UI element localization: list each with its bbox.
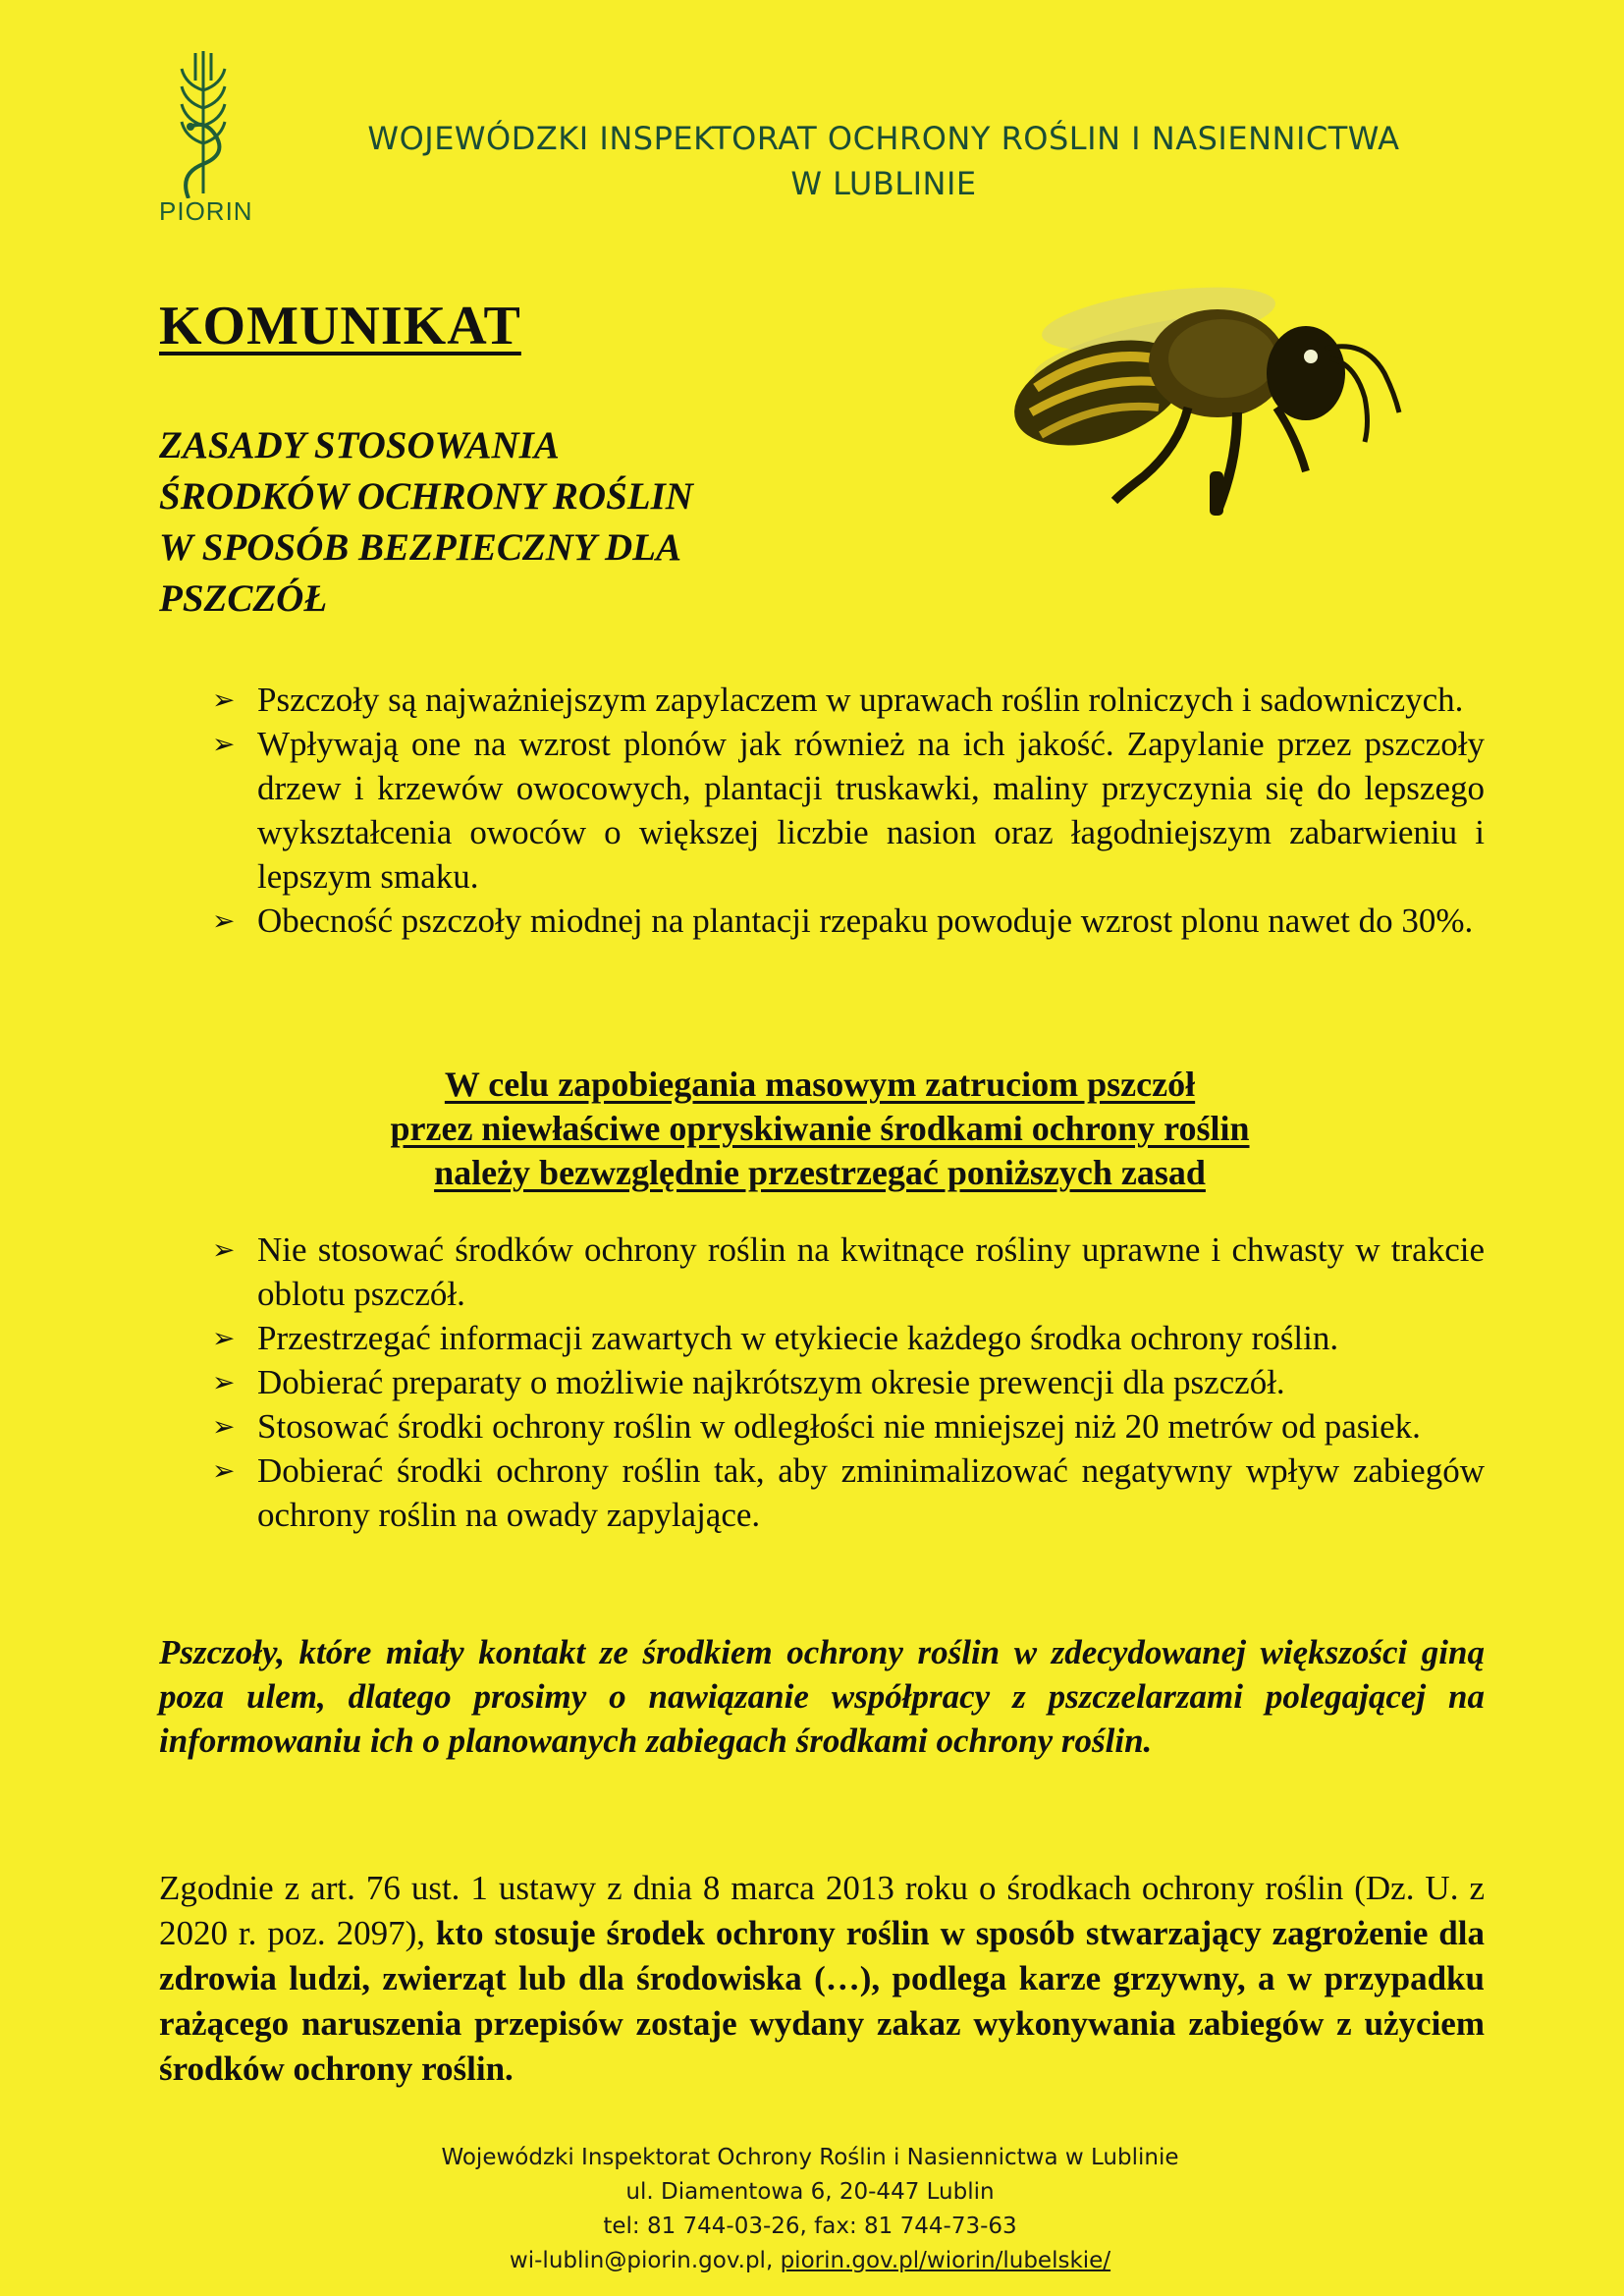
list-item-text: Pszczoły są najważniejszym zapylaczem w uprawach roślin rolniczych i sadowniczych. [257, 681, 1464, 719]
list-item [159, 1316, 1485, 1360]
list-item-text: Dobierać preparaty o możliwie najkrótszym okresie prewencji dla pszczół. [257, 1363, 1285, 1401]
cooperation-paragraph: Pszczoły, które miały kontakt ze środkiem ochrony roślin w zdecydowanej większości giną poza ulem, dlatego prosimy o nawiązanie współpracy z pszczelarzami polegającej na informowaniu ich o planowanych zabiegach środkami ochrony roślin. [159, 1633, 1485, 1760]
law-paragraph [159, 1866, 1485, 2092]
arrowhead-bullet-icon: ➢ [212, 1410, 236, 1443]
org-name-line2: W LUBLINIE [790, 165, 977, 202]
piorin-logo [149, 51, 257, 238]
list-item [159, 899, 1485, 943]
bee-icon [992, 280, 1443, 535]
rules-bullet-list [159, 1228, 1485, 1537]
warning-line: należy bezwzględnie przestrzegać poniższych zasad [434, 1153, 1206, 1192]
list-item-text: Stosować środki ochrony roślin w odległości nie mniejszej niż 20 metrów od pasiek. [257, 1407, 1421, 1446]
warning-line: przez niewłaściwe opryskiwanie środkami ochrony roślin [390, 1109, 1250, 1148]
list-item [159, 722, 1485, 899]
page-title: KOMUNIKAT [159, 296, 521, 356]
footer-address: ul. Diamentowa 6, 20-447 Lublin [625, 2179, 995, 2205]
law-text-bold: kto stosuje środek ochrony roślin w sposób stwarzający zagrożenie dla zdrowia ludzi, zwierząt lub dla środowiska (…), podlega karze grzywny, a w przypadku rażącego naruszenia przepisów zostaje wydany zakaz wykonywania zabiegów z użyciem środków ochrony roślin. [159, 1914, 1485, 2088]
bee-illustration [992, 280, 1443, 535]
logo-text: PIORIN [159, 196, 253, 226]
list-item [159, 1360, 1485, 1404]
list-item-text: Obecność pszczoły miodnej na plantacji rzepaku powoduje wzrost plonu nawet do 30%. [257, 902, 1474, 940]
arrowhead-bullet-icon: ➢ [212, 728, 236, 760]
footer-email[interactable]: wi-lublin@piorin.gov.pl, [509, 2248, 774, 2273]
list-item-text: Przestrzegać informacji zawartych w etykiecie każdego środka ochrony roślin. [257, 1319, 1339, 1357]
arrowhead-bullet-icon: ➢ [212, 1322, 236, 1354]
warning-line: W celu zapobiegania masowym zatruciom pszczół [444, 1065, 1196, 1104]
arrowhead-bullet-icon: ➢ [212, 904, 236, 937]
arrowhead-bullet-icon: ➢ [212, 1366, 236, 1398]
arrowhead-bullet-icon: ➢ [212, 1454, 236, 1487]
list-item [159, 1404, 1485, 1449]
law-text-normal: Zgodnie z art. 76 ust. 1 ustawy z dnia 8 marca 2013 roku o środkach ochrony roślin (Dz. U. z 2020 r. poz. 2097), [159, 1869, 1485, 1952]
arrowhead-bullet-icon: ➢ [212, 683, 236, 716]
organization-header [295, 116, 1473, 206]
footer-phone: tel: 81 744-03-26, fax: 81 744-73-63 [603, 2214, 1017, 2239]
subtitle [159, 420, 866, 625]
subtitle-line: ZASADY STOSOWANIA [159, 424, 560, 466]
intro-bullet-list [159, 678, 1485, 943]
footer [295, 2141, 1326, 2278]
list-item [159, 1449, 1485, 1537]
list-item-text: Wpływają one na wzrost plonów jak również na ich jakość. Zapylanie przez pszczoły drzew i krzewów owocowych, plantacji truskawki, maliny przyczynia się do lepszego wykształcenia owoców o większej liczbie nasion oraz łagodniejszym zabarwieniu i lepszym smaku. [257, 725, 1485, 896]
warning-heading [157, 1063, 1483, 1195]
list-item [159, 678, 1485, 722]
subtitle-line: ŚRODKÓW OCHRONY ROŚLIN [159, 475, 693, 518]
subtitle-line: PSZCZÓŁ [159, 577, 328, 620]
footer-contacts [295, 2244, 1326, 2278]
footer-org-name: Wojewódzki Inspektorat Ochrony Roślin i Nasiennictwa w Lublinie [441, 2145, 1179, 2170]
list-item-text: Dobierać środki ochrony roślin tak, aby zminimalizować negatywny wpływ zabiegów ochrony roślin na owady zapylające. [257, 1451, 1485, 1534]
subtitle-line: W SPOSÓB BEZPIECZNY DLA [159, 526, 682, 569]
arrowhead-bullet-icon: ➢ [212, 1233, 236, 1266]
org-name-line1: WOJEWÓDZKI INSPEKTORAT OCHRONY ROŚLIN I NASIENNICTWA [367, 120, 1400, 157]
footer-website-link[interactable]: piorin.gov.pl/wiorin/lubelskie/ [780, 2248, 1111, 2273]
wheat-serpent-icon [149, 51, 257, 198]
list-item-text: Nie stosować środków ochrony roślin na kwitnące rośliny uprawne i chwasty w trakcie oblotu pszczół. [257, 1230, 1485, 1313]
list-item [159, 1228, 1485, 1316]
